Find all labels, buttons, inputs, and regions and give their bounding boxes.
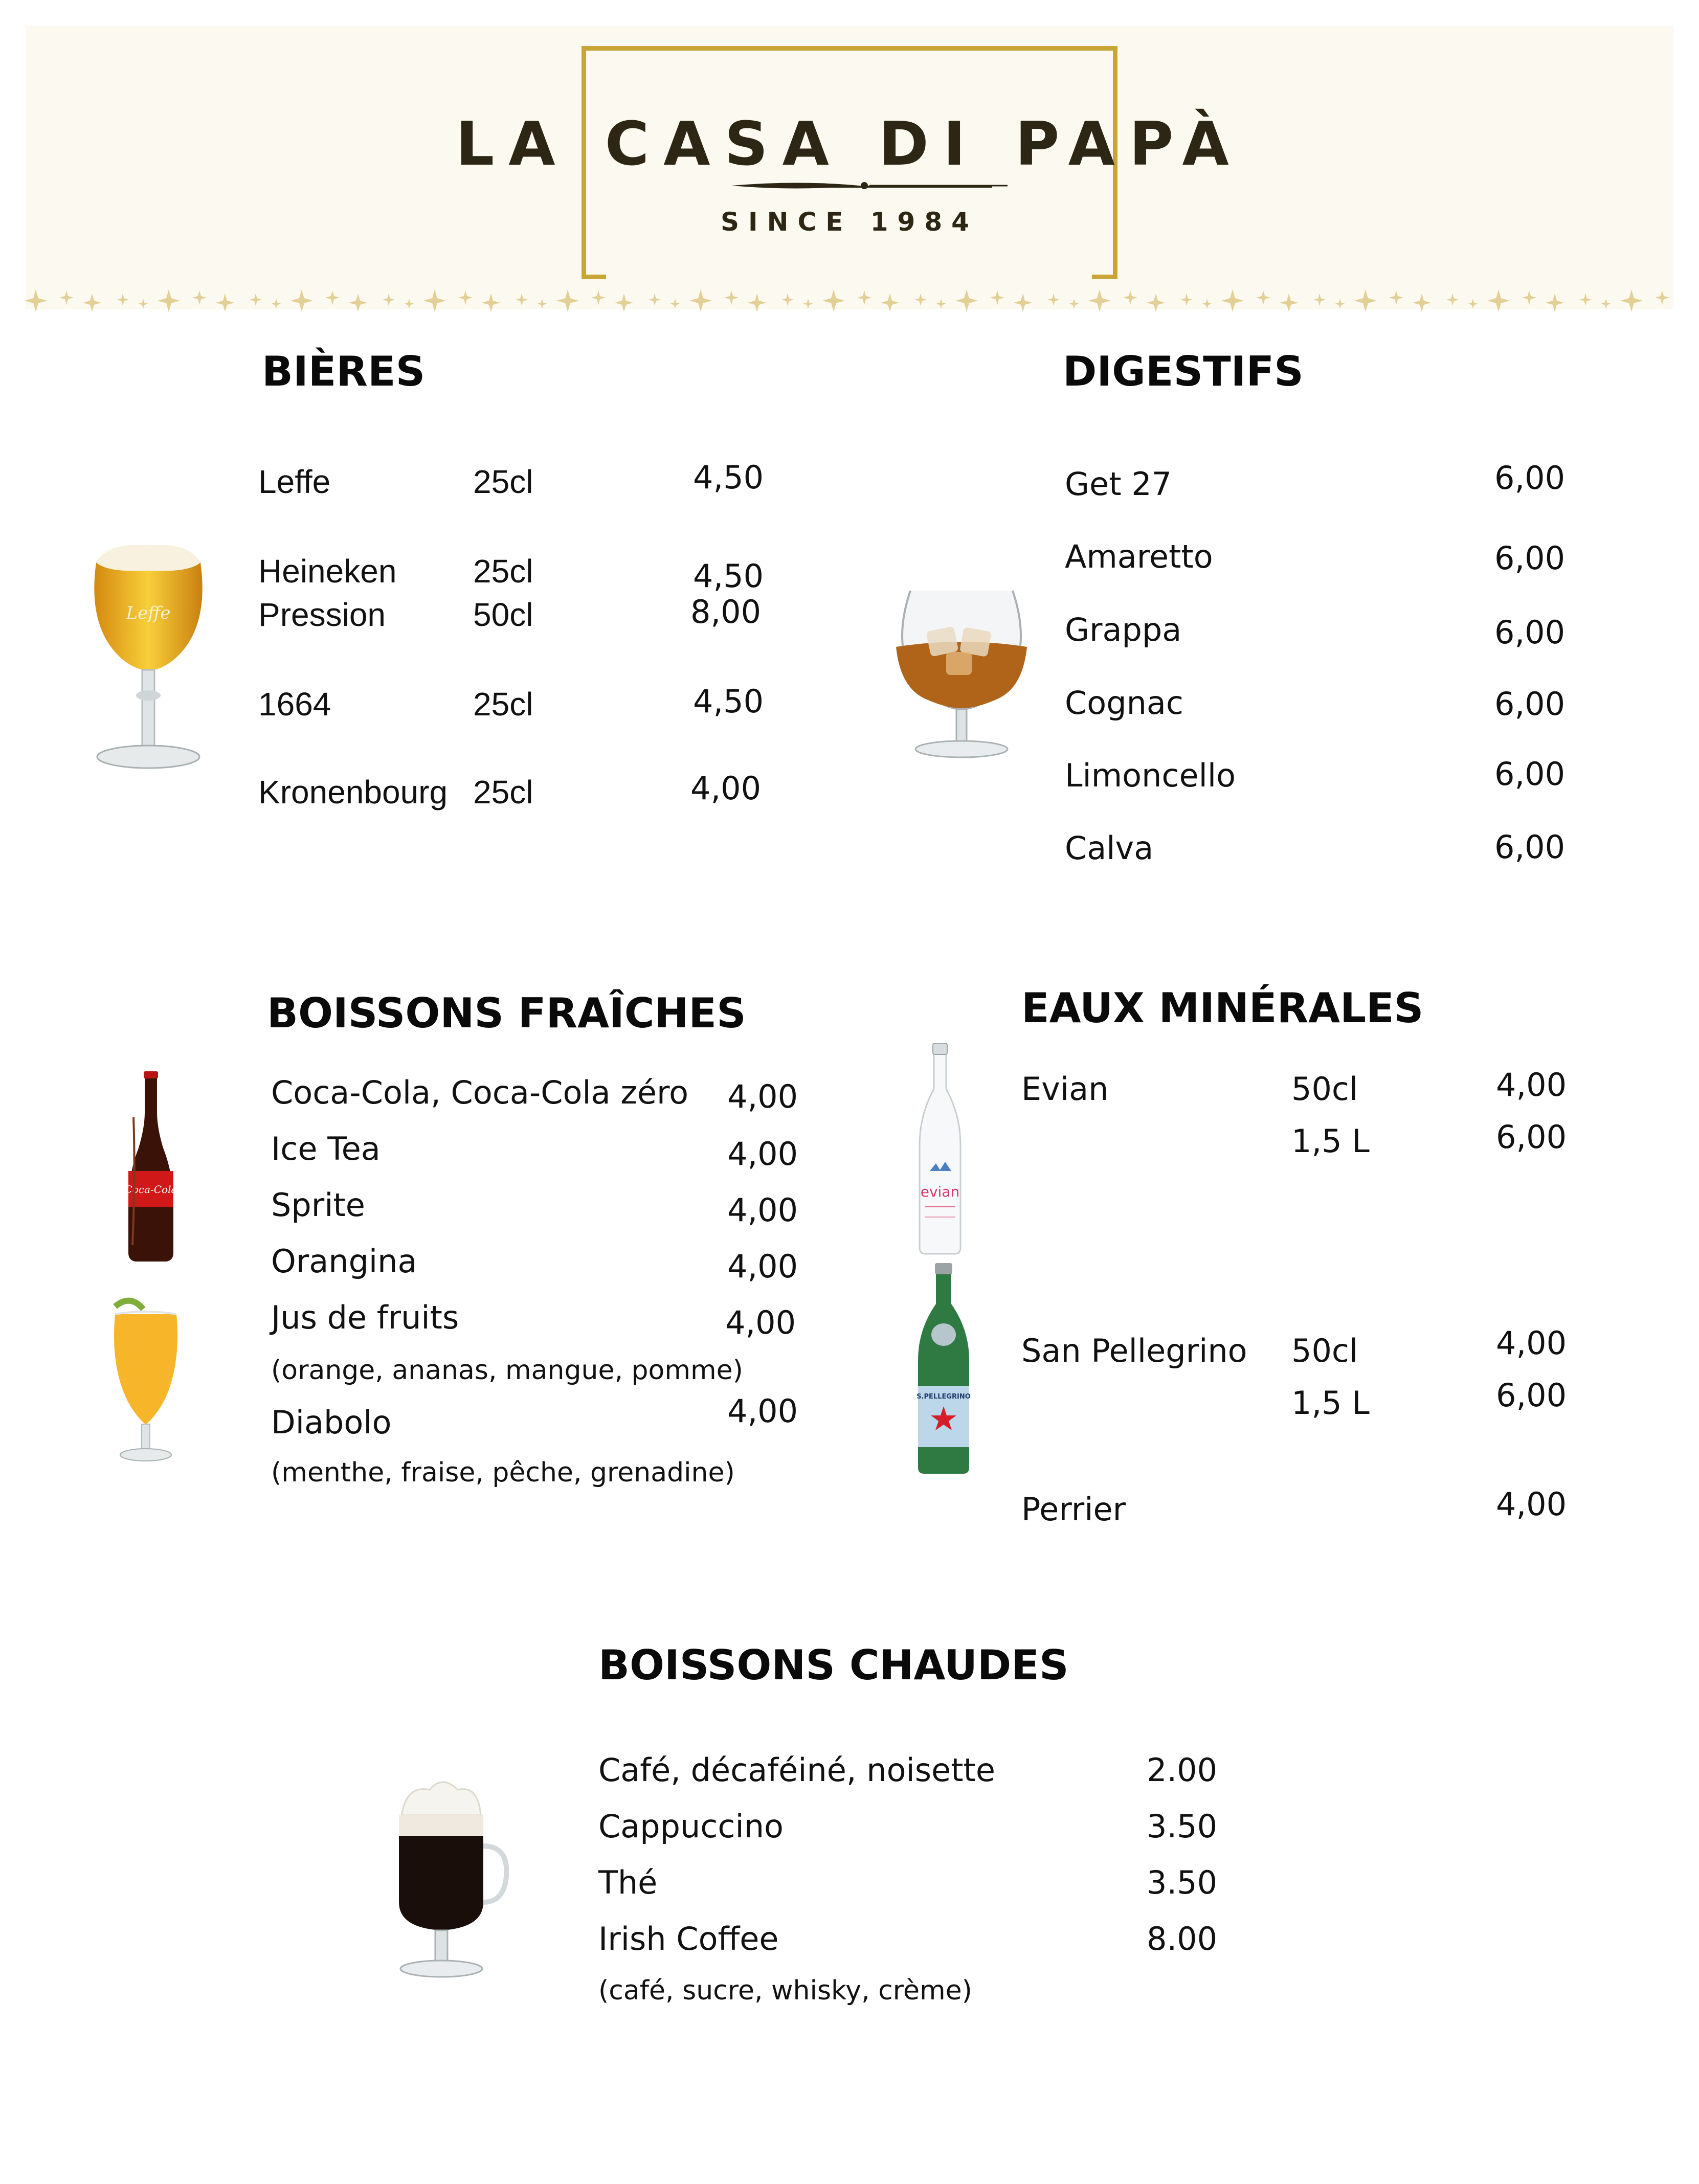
sparkle-icon <box>1202 299 1212 309</box>
sparkle-icon <box>349 294 367 312</box>
sparkle-icon <box>936 299 946 309</box>
sparkle-icon <box>423 289 446 312</box>
sparkle-icon <box>1088 289 1111 312</box>
brand-flourish <box>726 179 1013 192</box>
menu-item-name: Coca-Cola, Coca-Cola zéro <box>271 1074 689 1111</box>
menu-item-name: Pression <box>258 596 386 633</box>
pellegrino-bottle-icon <box>905 1263 982 1478</box>
menu-item-name: Jus de fruits <box>271 1299 459 1336</box>
menu-item-name: Leffe <box>258 463 331 500</box>
leffe-label: Leffe <box>126 603 171 623</box>
ornament-border <box>26 280 1673 321</box>
sparkle-icon <box>1468 299 1478 309</box>
sparkle-icon <box>1180 294 1193 306</box>
menu-item-price: 6,00 <box>1494 614 1566 651</box>
sparkle-icon <box>1522 290 1536 305</box>
menu-item-size: 25cl <box>473 686 533 723</box>
sparkle-icon <box>1413 294 1431 312</box>
sparkle-icon <box>1487 289 1510 312</box>
menu-item-name: Get 27 <box>1065 465 1172 503</box>
menu-item-name: Heineken <box>258 553 397 590</box>
sparkle-icon <box>59 290 74 305</box>
sparkle-icon <box>1655 290 1669 305</box>
menu-item-price: 6,00 <box>1494 828 1566 866</box>
irish-coffee-icon <box>386 1774 509 1994</box>
menu-item-name: Cognac <box>1065 684 1183 722</box>
beer-glass-icon <box>87 542 210 782</box>
menu-item-price: 4,00 <box>1496 1485 1567 1523</box>
menu-item-price: 6,00 <box>1496 1377 1567 1414</box>
sparkle-icon <box>158 289 180 312</box>
sparkle-icon <box>26 289 47 312</box>
sparkle-icon <box>670 299 680 309</box>
coca-label: Coca-Cola <box>124 1183 177 1196</box>
sparkle-icon <box>1446 294 1459 306</box>
menu-item-price: 6,00 <box>1494 755 1566 793</box>
pellegrino-label: S.PELLEGRINO <box>916 1393 971 1401</box>
sparkle-icon <box>482 294 500 312</box>
menu-item-name: Limoncello <box>1065 757 1236 794</box>
sparkle-icon <box>216 294 234 312</box>
sparkle-icon <box>955 289 978 312</box>
sparkle-icon <box>117 294 129 306</box>
cognac-glass-icon <box>890 580 1033 775</box>
sparkle-icon <box>1601 299 1611 309</box>
sparkle-icon <box>271 299 281 309</box>
sparkle-icon <box>748 294 766 312</box>
sparkle-icon <box>1389 290 1403 305</box>
sparkle-icon <box>404 299 414 309</box>
juice-glass-icon <box>105 1294 187 1468</box>
sparkle-icon <box>781 294 794 306</box>
sparkle-icon <box>615 294 633 312</box>
menu-item-name: Kronenbourg <box>258 774 448 810</box>
menu-item-note: (menthe, fraise, pêche, grenadine) <box>271 1457 735 1488</box>
menu-item-price: 4,00 <box>725 1304 796 1341</box>
menu-item-price: 8.00 <box>1147 1920 1218 1957</box>
menu-item-name: Irish Coffee <box>598 1920 779 1957</box>
sparkle-icon <box>1280 294 1298 312</box>
sparkle-icon <box>1256 290 1270 305</box>
menu-item-price: 4,00 <box>690 770 762 807</box>
menu-item-price: 6,00 <box>1494 459 1566 497</box>
menu-item-size: 50cl <box>1291 1332 1358 1369</box>
sparkle-icon <box>537 299 547 309</box>
sparkle-icon <box>1546 294 1564 312</box>
menu-item-name: Café, décaféiné, noisette <box>598 1751 995 1789</box>
menu-item-price: 3.50 <box>1147 1864 1218 1901</box>
section-title-bieres: BIÈRES <box>262 348 426 395</box>
menu-item-name: Grappa <box>1065 611 1182 648</box>
sparkle-icon <box>383 294 395 306</box>
menu-item-price: 4,50 <box>693 557 764 595</box>
menu-item-name: Orangina <box>271 1243 417 1280</box>
section-title-eaux: EAUX MINÉRALES <box>1021 984 1424 1032</box>
sparkle-icon <box>649 294 661 306</box>
section-title-digestifs: DIGESTIFS <box>1063 348 1304 395</box>
menu-item-name: Ice Tea <box>271 1130 381 1167</box>
sparkle-icon <box>516 294 528 306</box>
menu-item-price: 6,00 <box>1494 539 1566 577</box>
menu-item-price: 2.00 <box>1147 1751 1218 1789</box>
menu-item-price: 6,00 <box>1494 685 1566 723</box>
brand-name: LA CASA DI PAPÀ <box>456 108 1243 179</box>
menu-item-name: Perrier <box>1021 1491 1126 1528</box>
menu-item-name: Evian <box>1021 1070 1109 1108</box>
sparkle-icon <box>1147 294 1165 312</box>
menu-item-price: 4,00 <box>727 1392 798 1430</box>
menu-item-size: 1,5 L <box>1291 1384 1370 1422</box>
sparkle-icon <box>689 289 712 312</box>
sparkle-icon <box>1335 299 1345 309</box>
menu-item-note: (orange, ananas, mangue, pomme) <box>271 1355 743 1386</box>
menu-item-price: 4,00 <box>727 1078 798 1115</box>
sparkle-icon <box>914 294 927 306</box>
sparkle-icon <box>1014 294 1032 312</box>
menu-item-price: 4,00 <box>727 1135 798 1173</box>
menu-item-price: 8,00 <box>690 593 762 631</box>
menu-item-size: 50cl <box>1291 1070 1358 1108</box>
sparkle-icon <box>1221 289 1244 312</box>
sparkle-icon <box>857 290 871 305</box>
menu-item-size: 25cl <box>473 553 533 590</box>
menu-item-size: 25cl <box>473 774 533 810</box>
sparkle-icon <box>990 290 1004 305</box>
brand-since: SINCE 1984 <box>721 207 978 237</box>
menu-item-price: 4,00 <box>727 1248 798 1285</box>
menu-item-price: 4,00 <box>727 1191 798 1229</box>
sparkle-icon <box>1047 294 1060 306</box>
menu-item-price: 4,00 <box>1496 1066 1567 1104</box>
sparkle-icon <box>881 294 899 312</box>
sparkle-icon <box>1354 289 1377 312</box>
sparkle-icon <box>822 289 845 312</box>
menu-item-name: 1664 <box>258 686 331 723</box>
sparkle-icon <box>138 299 148 309</box>
evian-bottle-icon <box>909 1043 971 1258</box>
evian-label: evian <box>920 1183 960 1200</box>
sparkle-icon <box>1579 294 1592 306</box>
sparkle-icon <box>192 290 207 305</box>
sparkle-icon <box>1069 299 1079 309</box>
menu-item-note: (café, sucre, whisky, crème) <box>598 1975 972 2006</box>
sparkle-icon <box>325 290 340 305</box>
sparkle-icon <box>83 294 101 312</box>
menu-item-price: 6,00 <box>1496 1118 1567 1156</box>
sparkle-icon <box>556 289 579 312</box>
sparkle-icon <box>1123 290 1137 305</box>
sparkle-icon <box>458 290 473 305</box>
section-title-fraiches: BOISSONS FRAÎCHES <box>267 989 746 1037</box>
menu-item-name: Cappuccino <box>598 1808 784 1845</box>
sparkle-icon <box>1313 294 1326 306</box>
sparkle-icon <box>290 289 313 312</box>
sparkle-icon <box>1620 289 1643 312</box>
menu-item-price: 4,00 <box>1496 1324 1567 1362</box>
section-title-chaudes: BOISSONS CHAUDES <box>598 1641 1069 1689</box>
sparkle-icon <box>591 290 606 305</box>
menu-item-size: 50cl <box>473 596 533 633</box>
menu-item-price: 4,50 <box>693 683 764 720</box>
menu-item-price: 3.50 <box>1147 1808 1218 1845</box>
menu-item-name: San Pellegrino <box>1021 1332 1247 1369</box>
cola-bottle-icon <box>120 1071 182 1263</box>
sparkle-icon <box>724 290 739 305</box>
menu-item-size: 1,5 L <box>1291 1122 1370 1160</box>
sparkle-icon <box>250 294 262 306</box>
menu-item-name: Amaretto <box>1065 538 1213 575</box>
menu-item-name: Diabolo <box>271 1404 392 1441</box>
menu-item-price: 4,50 <box>693 459 764 496</box>
menu-item-name: Thé <box>598 1864 658 1901</box>
menu-item-size: 25cl <box>473 463 533 500</box>
sparkle-icon <box>803 299 813 309</box>
menu-item-name: Sprite <box>271 1186 365 1224</box>
menu-item-name: Calva <box>1065 829 1154 867</box>
